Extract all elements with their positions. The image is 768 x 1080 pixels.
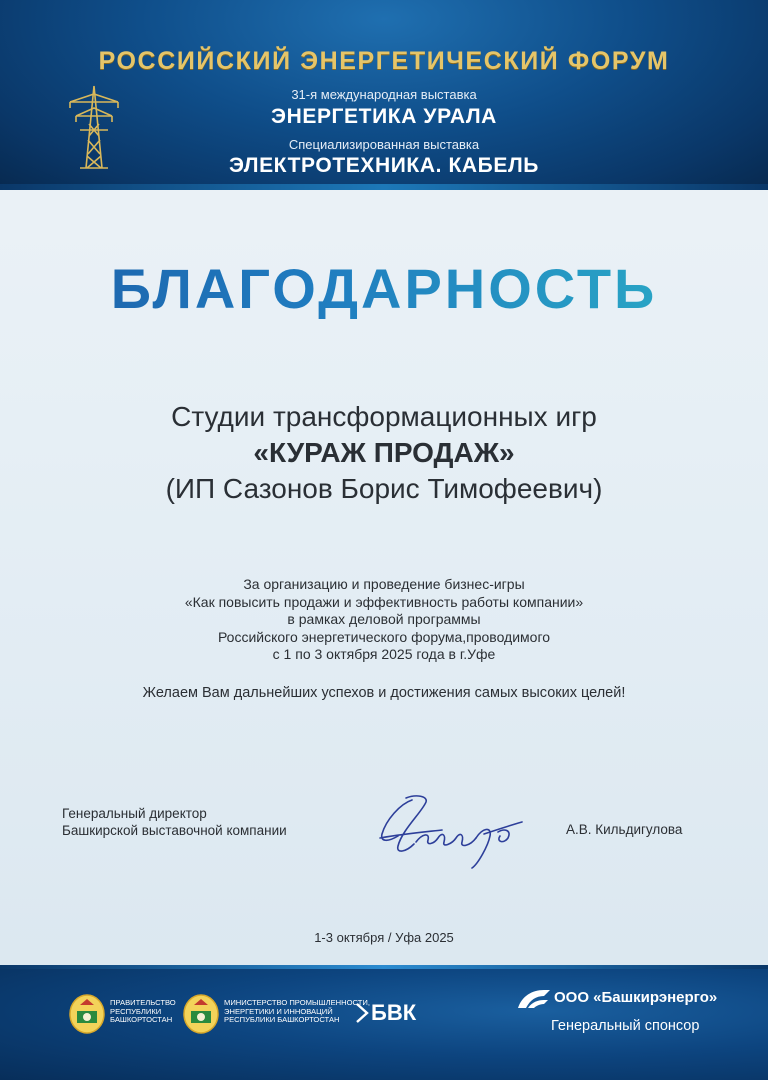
header-banner bbox=[0, 0, 768, 190]
document-heading: БЛАГОДАРНОСТЬ bbox=[0, 256, 768, 321]
org-ministry bbox=[224, 999, 370, 1025]
body-line: с 1 по 3 октября 2025 года в г.Уфе bbox=[272, 646, 496, 662]
body-line: Российского энергетического форума,проводимого bbox=[217, 628, 551, 645]
handwritten-signature bbox=[372, 790, 532, 870]
bvk-logo bbox=[355, 1000, 416, 1026]
body-line: За организацию и проведение бизнес-игры bbox=[243, 576, 525, 592]
recipient-company: «КУРАЖ ПРОДАЖ» bbox=[253, 437, 515, 468]
body-line: «Как повысить продажи и эффективность работы компании» bbox=[184, 593, 584, 610]
gratitude-text bbox=[0, 576, 768, 664]
org-line: ПРАВИТЕЛЬСТВО bbox=[110, 998, 176, 1007]
footer-banner bbox=[0, 965, 768, 1080]
recipient-block bbox=[0, 399, 768, 507]
org-line: МИНИСТЕРСТВО ПРОМЫШЛЕННОСТИ, bbox=[224, 998, 370, 1007]
bvk-mark-icon bbox=[355, 1002, 369, 1024]
expo1-name: ЭНЕРГЕТИКА УРАЛА bbox=[271, 105, 497, 128]
org-line: ЭНЕРГЕТИКИ И ИННОВАЦИЙ bbox=[224, 1006, 333, 1016]
body-line: в рамках деловой программы bbox=[287, 611, 481, 627]
sponsor-name: ООО «Башкирэнерго» bbox=[554, 989, 718, 1006]
forum-title: РОССИЙСКИЙ ЭНЕРГЕТИЧЕСКИЙ ФОРУМ bbox=[98, 47, 670, 75]
org-line: РЕСПУБЛИКИ bbox=[110, 1006, 162, 1016]
org-line: РЕСПУБЛИКИ БАШКОРТОСТАН bbox=[224, 1015, 340, 1025]
bvk-text: БВК bbox=[371, 1000, 417, 1025]
event-date-place: 1-3 октября / Уфа 2025 bbox=[314, 930, 454, 945]
expo2-caption: Специализированная выставка bbox=[288, 137, 480, 152]
ministry-emblem-icon bbox=[182, 993, 220, 1035]
signatory-name: А.В. Кильдигулова bbox=[566, 822, 683, 837]
sponsor-role: Генеральный спонсор bbox=[551, 1018, 700, 1034]
expo2-name: ЭЛЕКТРОТЕХНИКА. КАБЕЛЬ bbox=[229, 154, 539, 177]
signatory-title-line: Генеральный директор bbox=[62, 806, 207, 821]
org-government bbox=[110, 999, 176, 1025]
recipient-person: (ИП Сазонов Борис Тимофеевич) bbox=[165, 473, 603, 504]
expo1-caption: 31-я международная выставка bbox=[291, 87, 477, 102]
wish-text: Желаем Вам дальнейших успехов и достижения самых высоких целей! bbox=[142, 685, 626, 701]
org-line: БАШКОРТОСТАН bbox=[110, 1015, 173, 1025]
recipient-line-1: Студии трансформационных игр bbox=[171, 401, 597, 432]
bashkirenergo-logo-icon bbox=[514, 986, 554, 1010]
bashkortostan-emblem-icon bbox=[68, 993, 106, 1035]
signatory-title bbox=[62, 805, 287, 839]
signatory-title-line: Башкирской выставочной компании bbox=[62, 823, 287, 838]
